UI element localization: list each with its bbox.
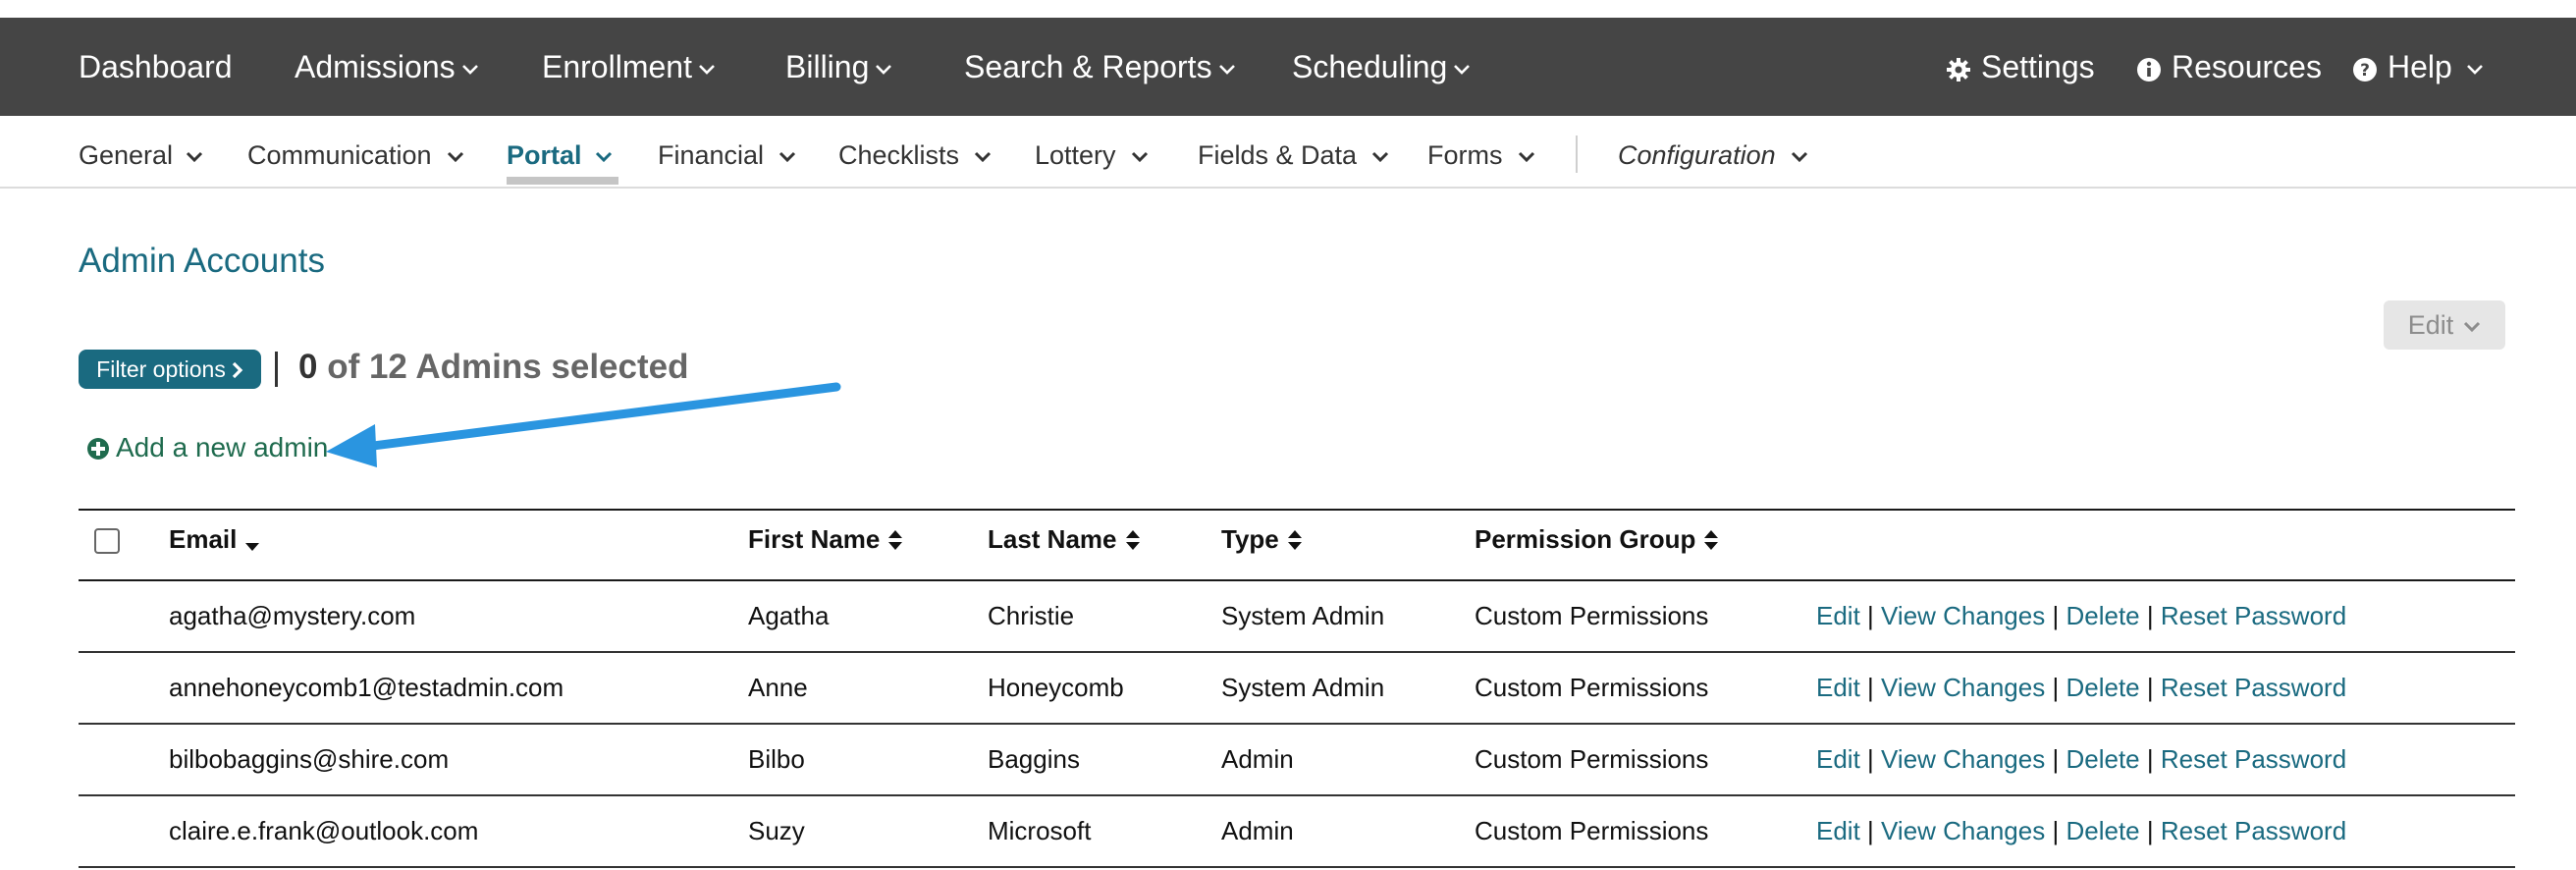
nav-admissions-label: Admissions xyxy=(295,49,456,84)
subnav-communication-label: Communication xyxy=(247,140,432,170)
action-separator: | xyxy=(1867,673,1874,702)
nav-resources-label: Resources xyxy=(2172,49,2322,84)
selected-text: of 12 Admins selected xyxy=(327,348,689,386)
table-top-border xyxy=(79,509,2515,511)
action-separator: | xyxy=(2052,744,2060,774)
column-header-type[interactable] xyxy=(1221,524,1303,555)
filter-options-label: Filter options xyxy=(96,356,226,382)
sort-icon xyxy=(1287,529,1303,551)
nav-search-reports-label: Search & Reports xyxy=(964,49,1212,84)
subnav-configuration-label: Configuration xyxy=(1618,140,1776,170)
row-first-name: Bilbo xyxy=(748,744,805,774)
edit-link[interactable]: Edit xyxy=(1816,744,1860,774)
action-separator: | xyxy=(2052,601,2060,630)
row-type: System Admin xyxy=(1221,601,1385,630)
permission-group-header-label: Permission Group xyxy=(1475,524,1696,554)
subnav-portal-label: Portal xyxy=(507,140,582,170)
row-divider xyxy=(79,651,2515,653)
sort-icon xyxy=(1703,529,1719,551)
row-email: claire.e.frank@outlook.com xyxy=(169,816,479,845)
last-name-header-label: Last Name xyxy=(988,524,1117,554)
action-separator: | xyxy=(2146,601,2154,630)
row-last-name: Microsoft xyxy=(988,816,1092,845)
action-separator: | xyxy=(1867,816,1874,845)
row-permission-group: Custom Permissions xyxy=(1475,744,1709,774)
nav-help-label: Help xyxy=(2388,49,2452,84)
row-last-name: Honeycomb xyxy=(988,673,1124,702)
subnav-forms-label: Forms xyxy=(1427,140,1503,170)
row-first-name: Suzy xyxy=(748,816,805,845)
action-separator: | xyxy=(2052,816,2060,845)
selected-number: 0 xyxy=(298,348,318,386)
header-bottom-border xyxy=(79,579,2515,581)
action-separator: | xyxy=(2146,744,2154,774)
nav-enrollment-label: Enrollment xyxy=(542,49,692,84)
action-separator: | xyxy=(2146,816,2154,845)
type-header-label: Type xyxy=(1221,524,1279,554)
view-changes-link[interactable]: View Changes xyxy=(1881,744,2046,774)
column-header-first-name[interactable] xyxy=(748,524,903,555)
row-first-name: Anne xyxy=(748,673,808,702)
subnav-lottery-label: Lottery xyxy=(1035,140,1116,170)
action-separator: | xyxy=(2146,673,2154,702)
action-separator: | xyxy=(2052,673,2060,702)
row-permission-group: Custom Permissions xyxy=(1475,673,1709,702)
row-permission-group: Custom Permissions xyxy=(1475,601,1709,630)
edit-button-label: Edit xyxy=(2407,310,2454,340)
row-email: bilbobaggins@shire.com xyxy=(169,744,450,774)
action-separator: | xyxy=(1867,744,1874,774)
row-type: Admin xyxy=(1221,744,1294,774)
svg-text:?: ? xyxy=(2360,60,2370,81)
subnav-financial-label: Financial xyxy=(658,140,765,170)
page-title: Admin Accounts xyxy=(79,242,325,280)
subnav-checklists-label: Checklists xyxy=(838,140,960,170)
row-divider xyxy=(79,723,2515,725)
row-type: Admin xyxy=(1221,816,1294,845)
row-actions xyxy=(1816,816,2346,846)
view-changes-link[interactable]: View Changes xyxy=(1881,816,2046,845)
column-header-last-name[interactable] xyxy=(988,524,1141,555)
column-header-permission-group[interactable] xyxy=(1475,524,1719,555)
column-header-email[interactable] xyxy=(169,524,260,555)
view-changes-link[interactable]: View Changes xyxy=(1881,601,2046,630)
add-new-admin-label: Add a new admin xyxy=(116,432,329,462)
select-all-checkbox[interactable] xyxy=(94,528,120,554)
nav-settings-label: Settings xyxy=(1981,49,2095,84)
nav-scheduling-label: Scheduling xyxy=(1292,49,1448,84)
sort-icon xyxy=(887,529,903,551)
delete-link[interactable]: Delete xyxy=(2066,673,2140,702)
nav-dashboard-label: Dashboard xyxy=(79,49,233,84)
row-actions xyxy=(1816,744,2346,775)
delete-link[interactable]: Delete xyxy=(2066,816,2140,845)
sort-down-icon xyxy=(244,542,260,552)
row-last-name: Christie xyxy=(988,601,1075,630)
row-email: agatha@mystery.com xyxy=(169,601,416,630)
edit-link[interactable]: Edit xyxy=(1816,601,1860,630)
reset-password-link[interactable]: Reset Password xyxy=(2160,816,2347,845)
row-divider xyxy=(79,794,2515,796)
row-actions xyxy=(1816,673,2346,703)
row-actions xyxy=(1816,601,2346,631)
nav-billing-label: Billing xyxy=(785,49,870,84)
reset-password-link[interactable]: Reset Password xyxy=(2160,744,2347,774)
row-first-name: Agatha xyxy=(748,601,830,630)
subnav-fields-data-label: Fields & Data xyxy=(1198,140,1358,170)
view-changes-link[interactable]: View Changes xyxy=(1881,673,2046,702)
reset-password-link[interactable]: Reset Password xyxy=(2160,673,2347,702)
delete-link[interactable]: Delete xyxy=(2066,744,2140,774)
reset-password-link[interactable]: Reset Password xyxy=(2160,601,2347,630)
edit-link[interactable]: Edit xyxy=(1816,816,1860,845)
row-permission-group: Custom Permissions xyxy=(1475,816,1709,845)
subnav-general-label: General xyxy=(79,140,174,170)
first-name-header-label: First Name xyxy=(748,524,881,554)
edit-link[interactable]: Edit xyxy=(1816,673,1860,702)
row-email: annehoneycomb1@testadmin.com xyxy=(169,673,564,702)
sort-icon xyxy=(1125,529,1141,551)
delete-link[interactable]: Delete xyxy=(2066,601,2140,630)
row-divider xyxy=(79,866,2515,868)
email-header-label: Email xyxy=(169,524,238,554)
row-type: System Admin xyxy=(1221,673,1385,702)
action-separator: | xyxy=(1867,601,1874,630)
row-last-name: Baggins xyxy=(988,744,1080,774)
